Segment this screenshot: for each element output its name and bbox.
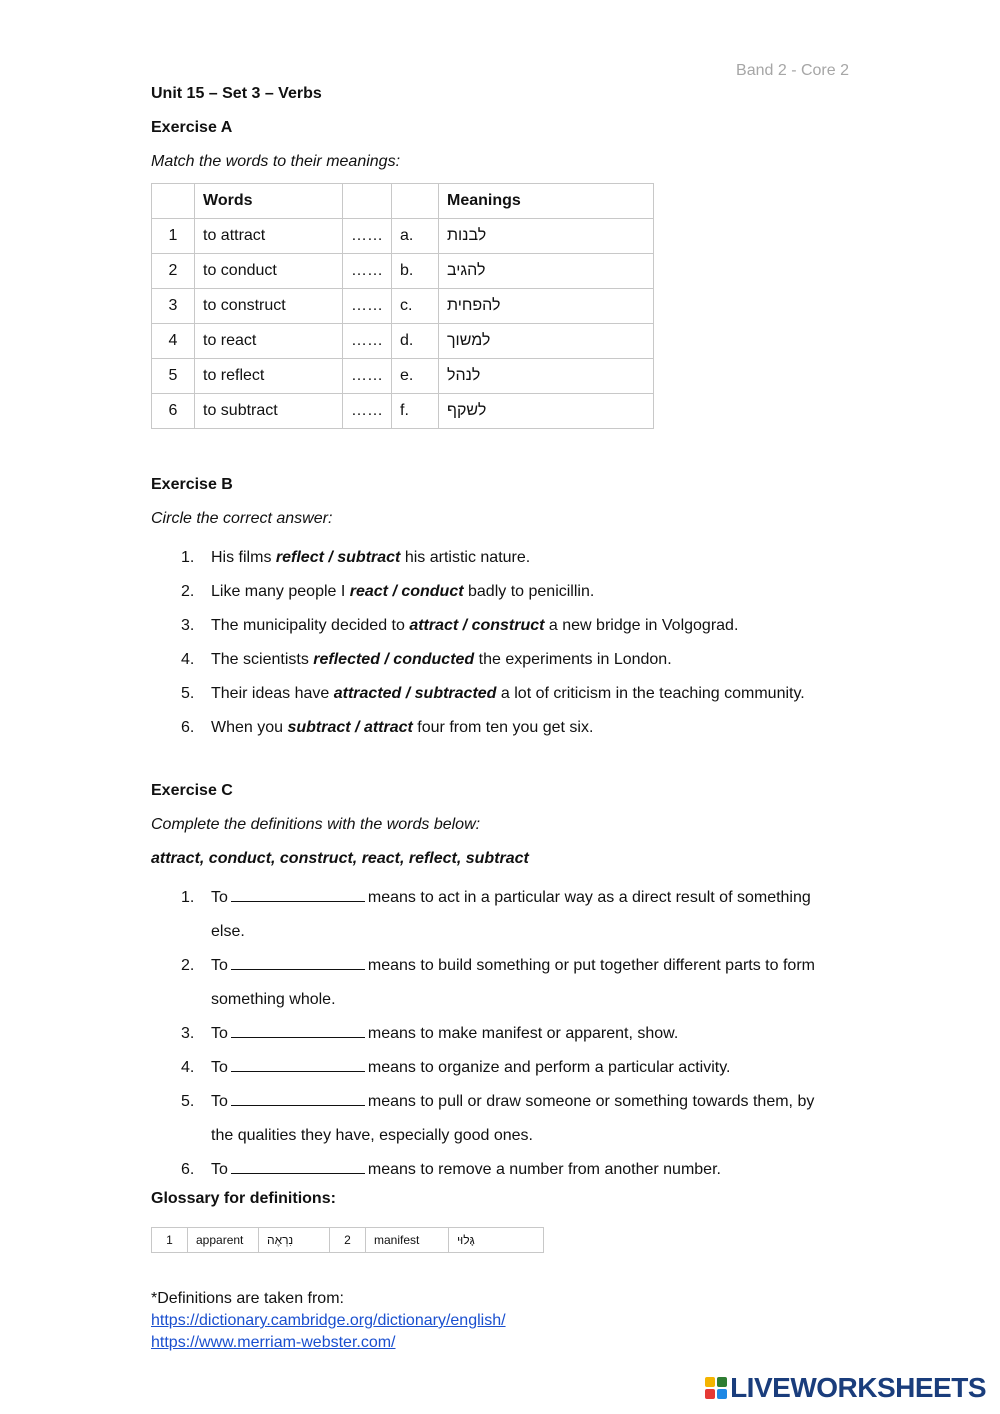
answer-blank[interactable]: …… — [343, 324, 392, 359]
exercise-b-instruction: Circle the correct answer: — [151, 510, 333, 527]
list-item: 3. To means to make manifest or apparent, show. — [151, 1017, 851, 1051]
list-item: 5. To means to pull or draw someone or something towards them, by the qualities they have, especially good ones. — [151, 1085, 851, 1153]
fill-in-blank[interactable] — [231, 1021, 365, 1038]
answer-blank[interactable]: …… — [343, 394, 392, 429]
list-item: 1. His films reflect / subtract his artistic nature. — [181, 549, 531, 566]
liveworksheets-logo — [705, 1372, 986, 1404]
word-bank: attract, conduct, construct, react, reflect, subtract — [151, 850, 529, 867]
answer-choice[interactable]: react / conduct — [349, 583, 464, 600]
answer-blank[interactable]: …… — [343, 254, 392, 289]
exercise-c-instruction: Complete the definitions with the words below: — [151, 816, 481, 833]
exercise-b-list — [151, 541, 851, 745]
meanings-column-header: Meanings — [439, 184, 654, 219]
list-item: 4. The scientists reflected / conducted the experiments in London. — [181, 651, 672, 668]
header-band-label: Band 2 - Core 2 — [736, 62, 849, 79]
worksheet — [151, 82, 851, 1253]
list-item: 4. To means to organize and perform a particular activity. — [151, 1051, 851, 1085]
exercise-a-instruction: Match the words to their meanings: — [151, 153, 401, 170]
matching-table — [151, 183, 654, 429]
list-item: 2. To means to build something or put together different parts to form something whole. — [151, 949, 851, 1017]
list-item: 5. Their ideas have attracted / subtracted a lot of criticism in the teaching community. — [181, 685, 805, 702]
exercise-a-heading: Exercise A — [151, 119, 233, 136]
table-row: 4 to react …… d. למשוך — [152, 324, 654, 359]
liveworksheets-logo-text: LIVEWORKSHEETS — [730, 1372, 986, 1403]
answer-choice[interactable]: subtract / attract — [287, 719, 413, 736]
fill-in-blank[interactable] — [231, 1089, 365, 1106]
list-item: 3. The municipality decided to attract / construct a new bridge in Volgograd. — [181, 617, 739, 634]
answer-choice[interactable]: attracted / subtracted — [333, 685, 497, 702]
table-row: 2 to conduct …… b. להגיב — [152, 254, 654, 289]
answer-choice[interactable]: reflect / subtract — [275, 549, 401, 566]
sources-label: *Definitions are taken from: — [151, 1290, 344, 1307]
exercise-c-list — [151, 881, 851, 1187]
merriam-webster-link[interactable]: https://www.merriam-webster.com/ — [151, 1334, 396, 1351]
table-row: 1 to attract …… a. לבנות — [152, 219, 654, 254]
liveworksheets-logo-icon — [705, 1377, 727, 1399]
answer-blank[interactable]: …… — [343, 289, 392, 324]
exercise-c-heading: Exercise C — [151, 782, 233, 799]
list-item: 6. To means to remove a number from another number. — [151, 1153, 851, 1187]
glossary-table — [151, 1227, 544, 1253]
list-item: 1. To means to act in a particular way as a direct result of something else. — [151, 881, 851, 949]
worksheet-title: Unit 15 – Set 3 – Verbs — [151, 85, 322, 102]
fill-in-blank[interactable] — [231, 1055, 365, 1072]
answer-blank[interactable]: …… — [343, 359, 392, 394]
cambridge-link[interactable]: https://dictionary.cambridge.org/dictionary/english/ — [151, 1312, 506, 1329]
fill-in-blank[interactable] — [231, 953, 365, 970]
fill-in-blank[interactable] — [231, 1157, 365, 1174]
sources — [151, 1288, 506, 1354]
table-row: 6 to subtract …… f. לשקף — [152, 394, 654, 429]
answer-choice[interactable]: reflected / conducted — [313, 651, 475, 668]
answer-choice[interactable]: attract / construct — [409, 617, 545, 634]
table-row: 5 to reflect …… e. לנהל — [152, 359, 654, 394]
list-item: 6. When you subtract / attract four from ten you get six. — [181, 719, 594, 736]
table-row: 3 to construct …… c. להפחית — [152, 289, 654, 324]
fill-in-blank[interactable] — [231, 885, 365, 902]
table-row: 1 apparent נִרְאֶה 2 manifest גָּלוּי — [152, 1228, 544, 1253]
exercise-b-heading: Exercise B — [151, 476, 233, 493]
answer-blank[interactable]: …… — [343, 219, 392, 254]
list-item: 2. Like many people I react / conduct badly to penicillin. — [181, 583, 595, 600]
words-column-header: Words — [195, 184, 343, 219]
glossary-heading: Glossary for definitions: — [151, 1190, 336, 1207]
matching-table-header — [152, 184, 654, 219]
